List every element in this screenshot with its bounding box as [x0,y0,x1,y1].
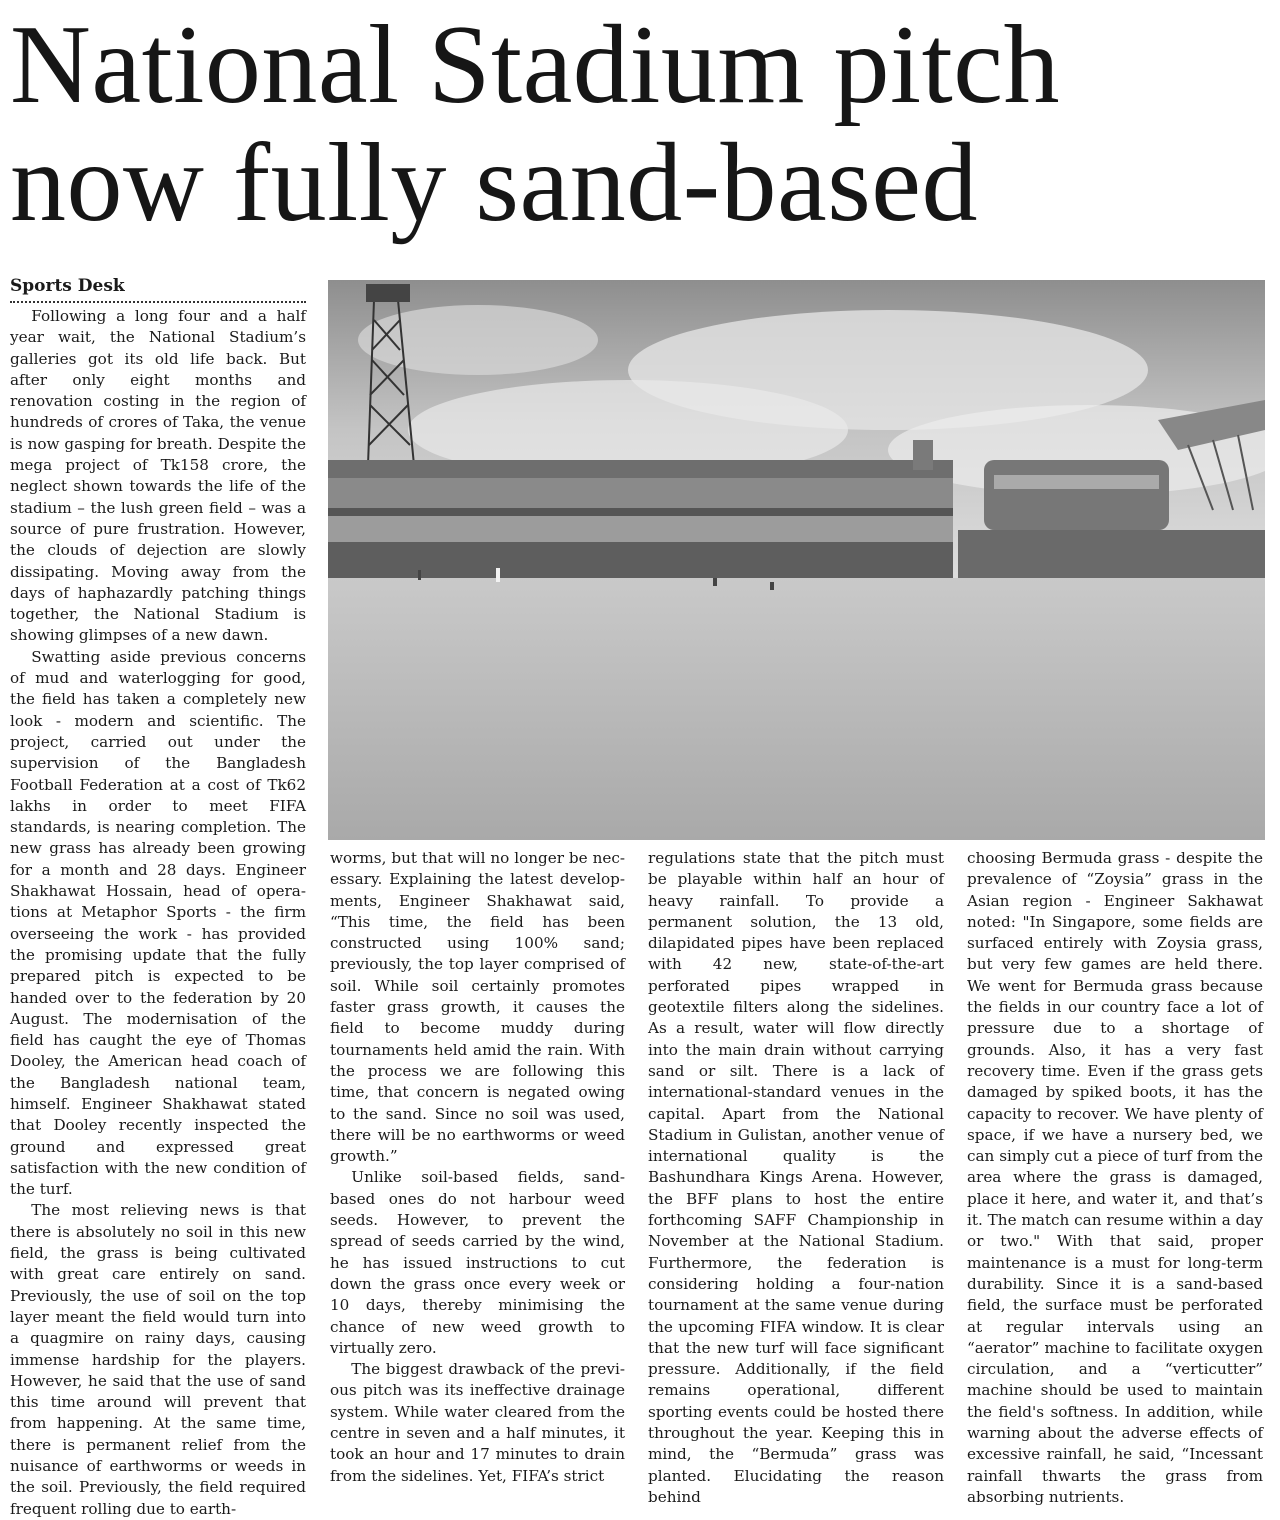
stadium-photo [328,280,1265,840]
paragraph: Swatting aside previous concerns of mud and waterlogging for good, the field has taken a completely new look - modern and scientific. The project, carried out under the supervision of the Bangladesh Football Federation at a cost of Tk62 lakhs in order to meet FIFA standards, is nearing completion. The new grass has already been growing for a month and 28 days. Engineer Shakhawat Hossain, head of operations at Metaphor Sports - the firm overseeing the work - has provided the promising update that the fully prepared pitch is expected to be handed over to the federation by 20 August. The modernisation of the field has caught the eye of Thomas Dooley, the American head coach of the Bangladesh national team, himself. Engineer Shakhawat stated that Dooley recently inspected the ground and expressed great satisfaction with the new condition of the turf. [10,647,306,1199]
headline-line-2: now fully sand-based [10,121,979,245]
paragraph: choosing Bermuda grass - despite the prevalence of “Zoysia” grass in the Asian region - Engineer Sakhawat noted: "In Singapore, some fields are surfaced entirely with Zoysia grass, but very few games are held there. We went for Bermuda grass because the fields in our country face a lot of pressure due to a shortage of grounds. Also, it has a very fast recovery time. Even if the grass gets damaged by spiked boots, it has the capacity to recover. We have plenty of space, if we have a nursery bed, we can simply cut a piece of turf from the area where the grass is damaged, place it here, and water it, and that’s it. The match can resume within a day or two." With that said, proper maintenance is a must for long-term durability. Since it is a sand-based field, the surface must be perforated at regular intervals using an “aerator” machine to facilitate oxygen circulation, and a “verticutter” machine should be used to maintain the field's softness. In addition, while warning about the adverse effects of excessive rainfall, he said, “Incessant rainfall thwarts the grass from absorbing nutrients. [967,849,1263,1506]
article-column-1 [10,306,306,1520]
paragraph: The biggest drawback of the previous pitch was its ineffective drainage system. While water cleared from the centre in seven and a half minutes, it took an hour and 17 minutes to drain from the sidelines. Yet, FIFA’s strict [330,1360,625,1485]
stadium-photo-illustration [328,280,1265,840]
paragraph: Following a long four and a half year wait, the National Stadium’s galleries got its old life back. But after only eight months and renovation costing in the region of hundreds of crores of Taka, the venue is now gasping for breath. Despite the mega project of Tk158 crore, the neglect shown towards the life of the stadium – the lush green field – was a source of pure frustration. However, the clouds of dejection are slowly dissipating. Moving away from the days of haphazardly patching things together, the National Stadium is showing glimpses of a new dawn. [10,307,306,645]
headline-line-1: National Stadium pitch [10,3,1060,127]
paragraph: The most relieving news is that there is absolutely no soil in this new field, the grass is being cultivated with great care entirely on sand. Previously, the use of soil on the top layer meant the field would turn into a quagmire on rainy days, causing immense hardship for the players. However, he said that the use of sand this time around will prevent that from happening. At the same time, there is permanent relief from the nuisance of earthworms or weeds in the soil. Previously, the field required frequent rolling due to earth- [10,1201,306,1518]
article-column-4 [967,848,1263,1508]
paragraph: Unlike soil-based fields, sand-based ones do not harbour weed seeds. However, to prevent the spread of seeds carried by the wind, he has issued instructions to cut down the grass once every week or 10 days, thereby minimising the chance of new weed growth to virtually zero. [330,1168,625,1357]
headline [10,3,1275,245]
paragraph: worms, but that will no longer be necessary. Explaining the latest developments, Engineer Shakhawat said, “This time, the field has been constructed using 100% sand; previously, the top layer comprised of soil. While soil certainly promotes faster grass growth, it causes the field to become muddy during tournaments held amid the rain. With the process we are following this time, that concern is negated owing to the sand. Since no soil was used, there will be no earthworms or weed growth.” [330,849,625,1166]
paragraph: regulations state that the pitch must be playable within half an hour of heavy rainfall. To provide a permanent solution, the 13 old, dilapidated pipes have been replaced with 42 new, state-of-the-art perforated pipes wrapped in geotextile filters along the sidelines. As a result, water will flow directly into the main drain without carrying sand or silt. There is a lack of international-standard venues in the capital. Apart from the National Stadium in Gulistan, another venue of international quality is the Bashundhara Kings Arena. However, the BFF plans to host the entire forthcoming SAFF Championship in November at the National Stadium. Furthermore, the federation is considering holding a four-nation tournament at the same venue during the upcoming FIFA window. It is clear that the new turf will face significant pressure. Additionally, if the field remains operational, different sporting events could be hosted there throughout the year. Keeping this in mind, the “Bermuda” grass was planted. Elucidating the reason behind [648,849,944,1506]
article-column-3 [648,848,944,1508]
byline: Sports Desk [10,275,306,303]
article-column-2 [330,848,625,1487]
